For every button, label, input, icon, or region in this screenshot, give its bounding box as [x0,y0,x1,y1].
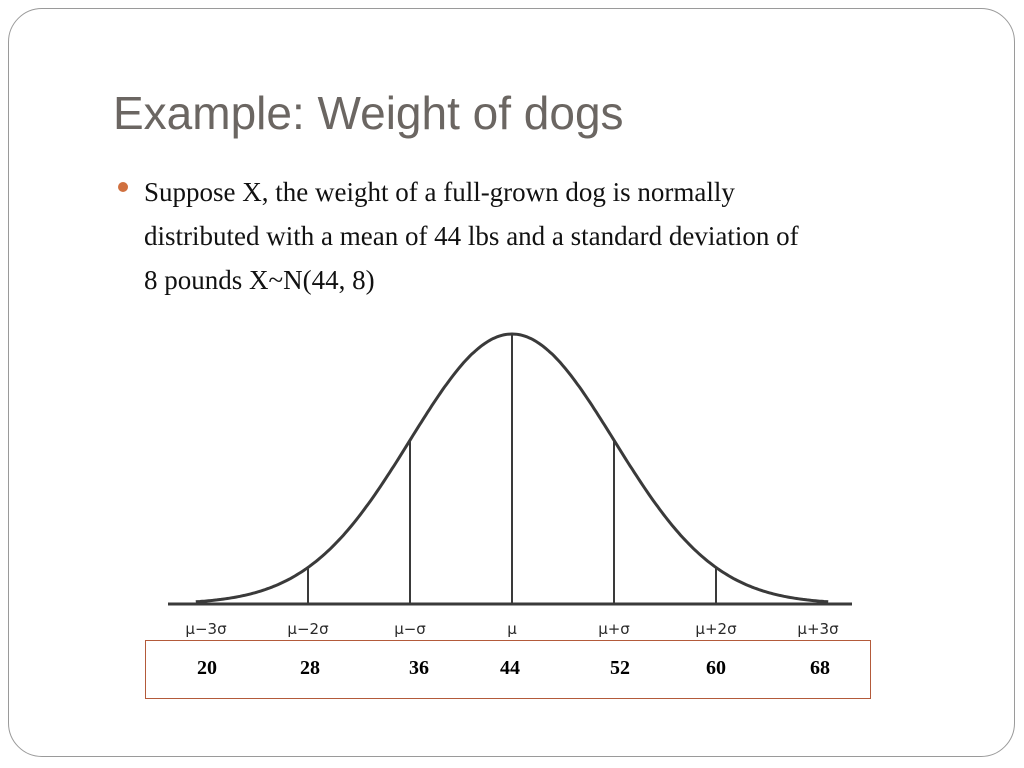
bullet-line-1: Suppose X, the weight of a full-grown dog is normally [144,177,735,207]
weight-value: 28 [300,657,320,679]
sigma-tick-label: μ−2σ [287,620,329,638]
weight-value: 20 [197,657,217,679]
sigma-tick-label: μ [507,620,517,638]
sigma-tick-label: μ+3σ [797,620,839,638]
sigma-tick-label: μ−3σ [185,620,227,638]
weight-value: 52 [610,657,630,679]
weight-value: 60 [706,657,726,679]
slide-title: Example: Weight of dogs [113,87,624,139]
weight-value: 68 [810,657,830,679]
sigma-tick-label: μ+2σ [695,620,737,638]
bullet-line-2: distributed with a mean of 44 lbs and a standard deviation of [144,221,799,251]
weight-value: 36 [409,657,429,679]
weight-value: 44 [500,657,520,679]
sigma-tick-label: μ+σ [598,620,630,638]
bullet-line-3: 8 pounds X~N(44, 8) [144,265,375,295]
sigma-tick-label: μ−σ [394,620,426,638]
